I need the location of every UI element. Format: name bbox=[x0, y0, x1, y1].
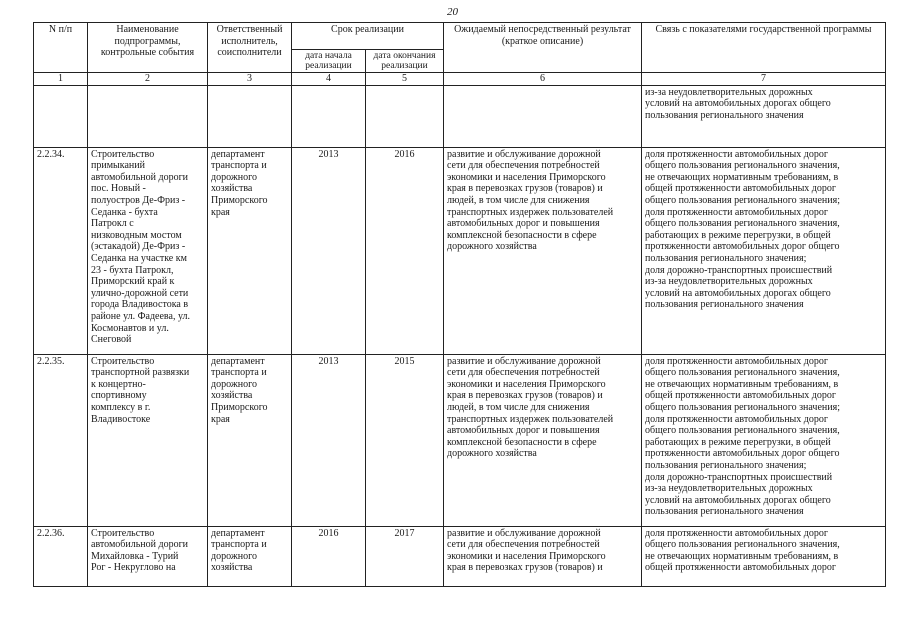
row-result: развитие и обслуживание дорожной сети для обеспечения потребностей экономики и населения Приморского края в перевозках грузов (товаров) и людей, в том числе для снижения транспортных издержек пользователей автомобильных дорог и повышения комплексной безопасности в сфере дорожного хозяйства bbox=[444, 147, 642, 354]
table-cell bbox=[88, 85, 208, 147]
column-number-row bbox=[34, 73, 886, 86]
row-responsible: департамент транспорта и дорожного хозяйства Приморского края bbox=[208, 147, 292, 354]
row-start: 2013 bbox=[292, 147, 366, 354]
page-number: 20 bbox=[447, 6, 458, 18]
column-number: 1 bbox=[34, 73, 88, 86]
continuation-row bbox=[34, 85, 886, 147]
row-result: развитие и обслуживание дорожной сети для обеспечения потребностей экономики и населения Приморского края в перевозках грузов (товаров) и bbox=[444, 526, 642, 586]
row-name: Строительство транспортной развязки к концертно- спортивному комплексу в г. Владивостоке bbox=[88, 354, 208, 526]
row-name: Строительство примыканий автомобильной дороги пос. Новый - полуостров Де-Фриз - Седанка - бухта Патрокл с низководным мостом (эстакадой) Де-Фриз - Седанка на участке км 23 - бухта Патрокл, Приморский край к улично-дорожной сети города Владивостока в районе ул. Фадеева, ул. Космонавтов и ул. Снеговой bbox=[88, 147, 208, 354]
row-start: 2016 bbox=[292, 526, 366, 586]
row-end: 2016 bbox=[366, 147, 444, 354]
column-number: 2 bbox=[88, 73, 208, 86]
table-cell bbox=[366, 85, 444, 147]
header-period: Срок реализации bbox=[292, 23, 444, 50]
header-name: Наименование подпрограммы, контрольные события bbox=[88, 23, 208, 73]
table-row bbox=[34, 147, 886, 354]
row-link: доля протяженности автомобильных дорог общего пользования регионального значения, не отвечающих нормативным требованиям, в общей протяженности автомобильных дорог bbox=[642, 526, 886, 586]
row-result: развитие и обслуживание дорожной сети для обеспечения потребностей экономики и населения Приморского края в перевозках грузов (товаров) и людей, в том числе для снижения транспортных издержек пользователей автомобильных дорог и повышения комплексной безопасности в сфере дорожного хозяйства bbox=[444, 354, 642, 526]
row-end: 2017 bbox=[366, 526, 444, 586]
column-number: 6 bbox=[444, 73, 642, 86]
row-end: 2015 bbox=[366, 354, 444, 526]
continuation-link: из-за неудовлетворительных дорожных условий на автомобильных дорогах общего пользования регионального значения bbox=[642, 85, 886, 147]
column-number: 4 bbox=[292, 73, 366, 86]
header-row bbox=[34, 23, 886, 50]
table-cell bbox=[444, 85, 642, 147]
row-start: 2013 bbox=[292, 354, 366, 526]
table-cell bbox=[34, 85, 88, 147]
header-responsible: Ответственный исполнитель, соисполнители bbox=[208, 23, 292, 73]
row-num: 2.2.35. bbox=[34, 354, 88, 526]
header-num: N п/п bbox=[34, 23, 88, 73]
header-link: Связь с показателями государственной программы bbox=[642, 23, 886, 73]
row-link: доля протяженности автомобильных дорог общего пользования регионального значения, не отвечающих нормативным требованиям, в общей протяженности автомобильных дорог общего пользования регионального значения; доля протяженности автомобильных дорог общего пользования регионального значения, работающих в режиме перегрузки, в общей протяженности автомобильных дорог общего пользования регионального значения; доля дорожно-транспортных происшествий из-за неудовлетворительных дорожных условий на автомобильных дорогах общего пользования регионального значения bbox=[642, 147, 886, 354]
row-responsible: департамент транспорта и дорожного хозяйства Приморского края bbox=[208, 354, 292, 526]
row-num: 2.2.34. bbox=[34, 147, 88, 354]
row-num: 2.2.36. bbox=[34, 526, 88, 586]
table-row bbox=[34, 354, 886, 526]
table-cell bbox=[208, 85, 292, 147]
table-cell bbox=[292, 85, 366, 147]
table-row bbox=[34, 526, 886, 586]
column-number: 7 bbox=[642, 73, 886, 86]
column-number: 3 bbox=[208, 73, 292, 86]
column-number: 5 bbox=[366, 73, 444, 86]
program-table bbox=[33, 22, 886, 587]
row-responsible: департамент транспорта и дорожного хозяйства bbox=[208, 526, 292, 586]
header-end: дата окончания реализации bbox=[366, 50, 444, 73]
row-link: доля протяженности автомобильных дорог общего пользования регионального значения, не отвечающих нормативным требованиям, в общей протяженности автомобильных дорог общего пользования регионального значения; доля протяженности автомобильных дорог общего пользования регионального значения, работающих в режиме перегрузки, в общей протяженности автомобильных дорог общего пользования регионального значения; доля дорожно-транспортных происшествий из-за неудовлетворительных дорожных условий на автомобильных дорогах общего пользования регионального значения bbox=[642, 354, 886, 526]
header-result: Ожидаемый непосредственный результат (краткое описание) bbox=[444, 23, 642, 73]
header-start: дата начала реализации bbox=[292, 50, 366, 73]
row-name: Строительство автомобильной дороги Михайловка - Турий Рог - Некруглово на bbox=[88, 526, 208, 586]
